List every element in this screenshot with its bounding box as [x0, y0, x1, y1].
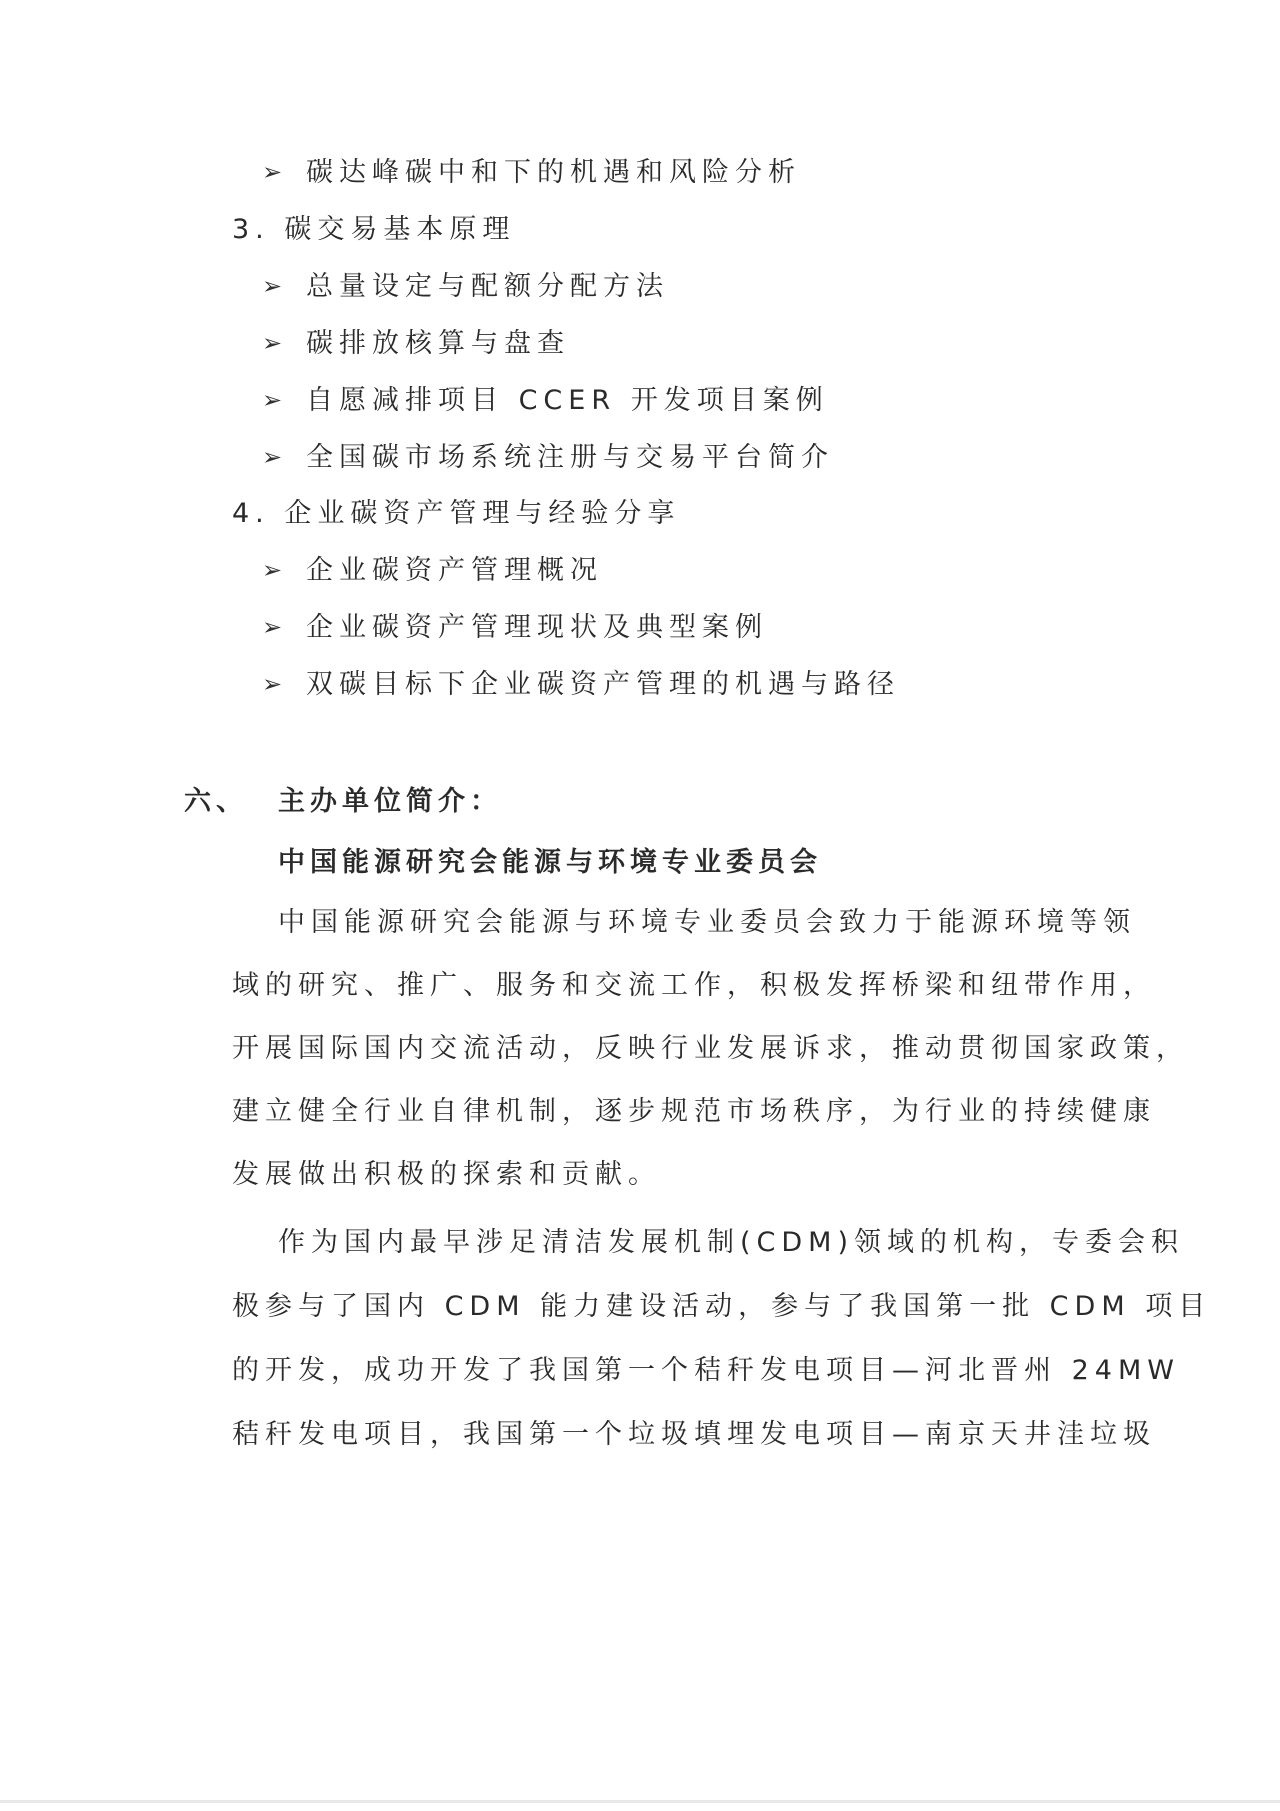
list-item: 双碳目标下企业碳资产管理的机遇与路径	[306, 669, 900, 700]
list-item: 碳排放核算与盘查	[306, 328, 570, 359]
paragraph-line: 开展国际国内交流活动，反映行业发展诉求，推动贯彻国家政策，	[232, 1033, 1189, 1064]
paragraph-line: 作为国内最早涉足清洁发展机制(CDM)领域的机构，专委会积	[278, 1227, 1185, 1258]
section-4-title: 4. 企业碳资产管理与经验分享	[232, 498, 681, 529]
list-item: 企业碳资产管理概况	[306, 555, 603, 586]
bullet-arrow-icon: ➢	[262, 329, 283, 357]
bullet-arrow-icon: ➢	[262, 386, 283, 414]
section-6-number: 六、	[184, 786, 248, 817]
bullet-arrow-icon: ➢	[262, 443, 283, 471]
list-item: 企业碳资产管理现状及典型案例	[306, 612, 768, 643]
section-3-title: 3. 碳交易基本原理	[232, 214, 516, 245]
section-6-title: 主办单位简介：	[278, 786, 502, 817]
bullet-arrow-icon: ➢	[262, 556, 283, 584]
paragraph-line: 建立健全行业自律机制，逐步规范市场秩序，为行业的持续健康	[232, 1096, 1156, 1127]
paragraph-line: 发展做出积极的探索和贡献。	[232, 1159, 661, 1190]
bullet-arrow-icon: ➢	[262, 272, 283, 300]
paragraph-line: 秸秆发电项目，我国第一个垃圾填埋发电项目—南京天井洼垃圾	[232, 1419, 1156, 1450]
list-item: 总量设定与配额分配方法	[306, 271, 669, 302]
paragraph-line: 域的研究、推广、服务和交流工作，积极发挥桥梁和纽带作用，	[232, 970, 1156, 1001]
page-bottom-edge	[0, 1800, 1280, 1803]
bullet-arrow-icon: ➢	[262, 613, 283, 641]
paragraph-line: 中国能源研究会能源与环境专业委员会致力于能源环境等领	[278, 907, 1136, 938]
paragraph-line: 的开发，成功开发了我国第一个秸秆发电项目—河北晋州 24MW	[232, 1355, 1180, 1386]
list-item: 碳达峰碳中和下的机遇和风险分析	[306, 157, 801, 188]
paragraph-line: 极参与了国内 CDM 能力建设活动，参与了我国第一批 CDM 项目	[232, 1291, 1212, 1322]
bullet-arrow-icon: ➢	[262, 158, 283, 186]
bullet-arrow-icon: ➢	[262, 670, 283, 698]
list-item: 全国碳市场系统注册与交易平台简介	[306, 442, 834, 473]
org-name: 中国能源研究会能源与环境专业委员会	[278, 847, 822, 878]
list-item: 自愿减排项目 CCER 开发项目案例	[306, 385, 829, 416]
